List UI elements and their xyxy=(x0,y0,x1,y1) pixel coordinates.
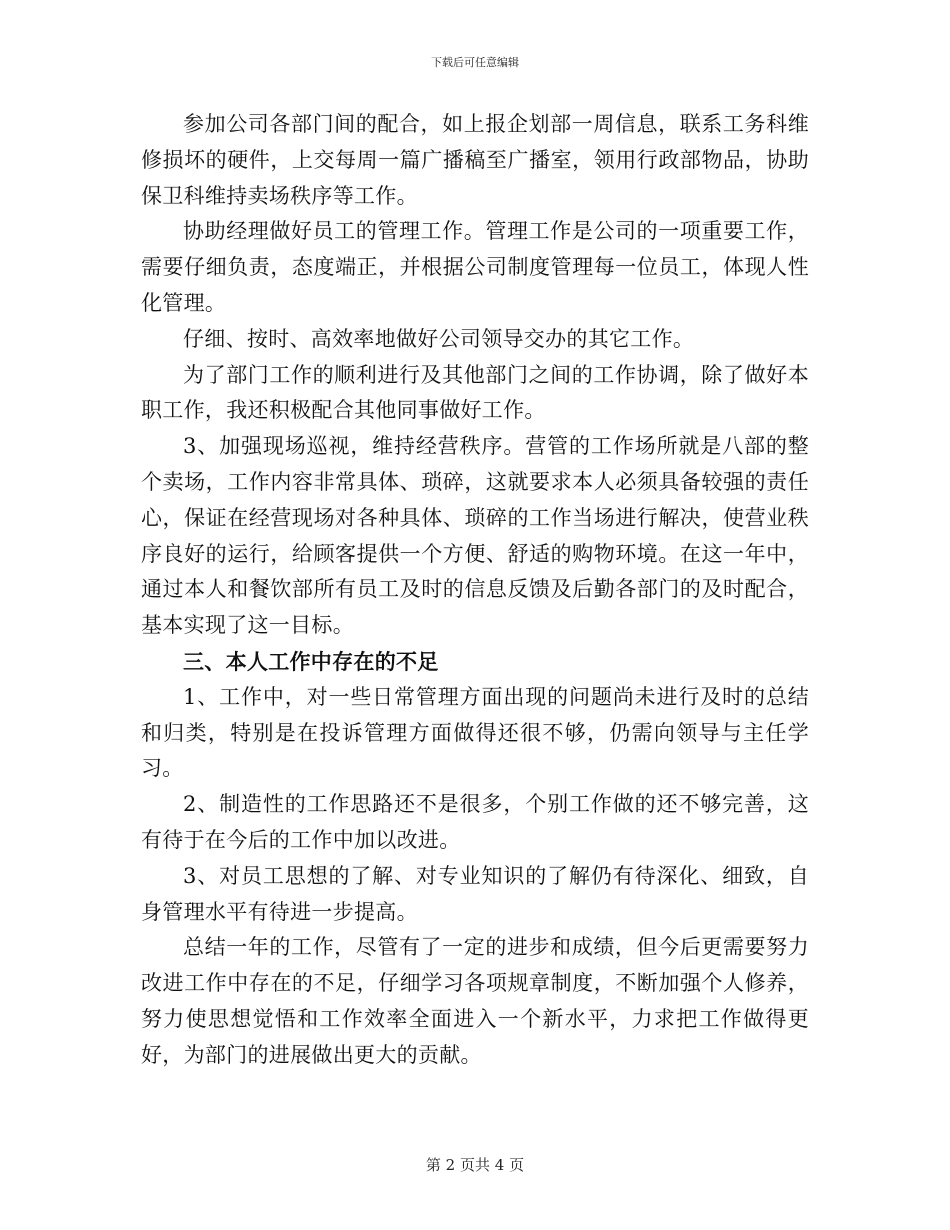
paragraph-cooperation: 参加公司各部门间的配合，如上报企划部一周信息，联系工务科维修损坏的硬件，上交每周一篇广播稿至广播室，领用行政部物品，协助保卫科维持卖场秩序等工作。 xyxy=(141,112,809,208)
page-header: 下载后可任意编辑 xyxy=(431,56,519,69)
paragraph-summary: 总结一年的工作，尽管有了一定的进步和成绩，但今后更需要努力改进工作中存在的不足，仔细学习各项规章制度，不断加强个人修养，努力使思想觉悟和工作效率全面进入一个新水平，力求把工作做得更好，为部门的进展做出更大的贡献。 xyxy=(141,935,809,1067)
paragraph-staff-management: 协助经理做好员工的管理工作。管理工作是公司的一项重要工作，需要仔细负责，态度端正，并根据公司制度管理每一位员工，体现人性化管理。 xyxy=(141,219,809,315)
paragraph-leader-tasks: 仔细、按时、高效率地做好公司领导交办的其它工作。 xyxy=(183,326,695,351)
document-body xyxy=(141,107,809,1074)
paragraph-shortcoming-3: 3、对员工思想的了解、对专业知识的了解仍有待深化、细致，自身管理水平有待进一步提高。 xyxy=(141,863,809,924)
paragraph-shortcoming-1: 1、工作中，对一些日常管理方面出现的问题尚未进行及时的总结和归类，特别是在投诉管理方面做得还很不够，仍需向领导与主任学习。 xyxy=(141,684,809,781)
section-heading-shortcomings: 三、本人工作中存在的不足 xyxy=(183,648,439,674)
paragraph-shortcoming-2: 2、制造性的工作思路还不是很多，个别工作做的还不够完善，这有待于在今后的工作中加以改进。 xyxy=(141,792,809,852)
paragraph-coordination: 为了部门工作的顺利进行及其他部门之间的工作协调，除了做好本职工作，我还积极配合其他同事做好工作。 xyxy=(141,362,809,423)
paragraph-site-patrol: 3、加强现场巡视，维持经营秩序。营管的工作场所就是八部的整个卖场，工作内容非常具体、琐碎，这就要求本人必须具备较强的责任心，保证在经营现场对各种具体、琐碎的工作当场进行解决，使营业秩序良好的运行，给顾客提供一个方便、舒适的购物环境。在这一年中，通过本人和餐饮部所有员工及时的信息反馈及后勤各部门的及时配合，基本实现了这一目标。 xyxy=(141,434,809,638)
page-number-footer: 第 2 页共 4 页 xyxy=(425,1156,525,1174)
